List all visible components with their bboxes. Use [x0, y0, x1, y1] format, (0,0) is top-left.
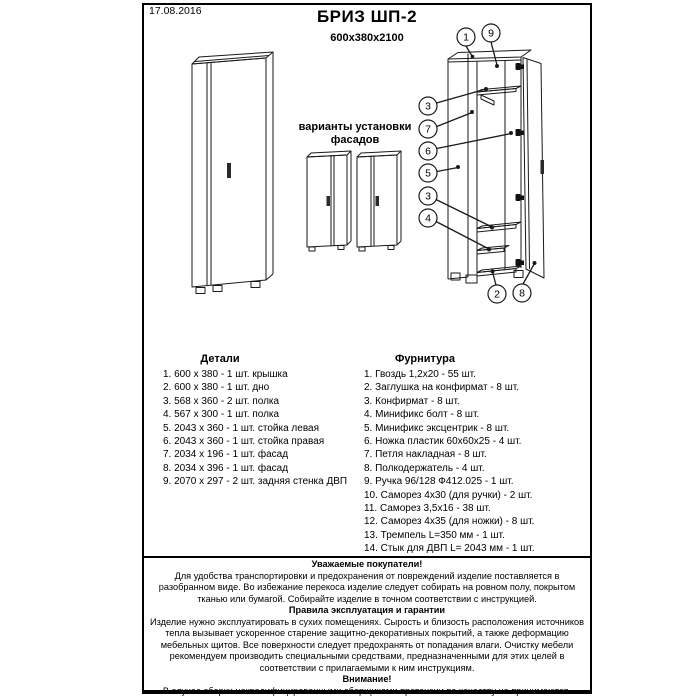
callout-8	[513, 284, 531, 302]
foot	[514, 271, 523, 278]
list-item: 4. 567 х 300 - 1 шт. полка	[163, 409, 280, 421]
list-item: 4. Минификс болт - 8 шт.	[364, 409, 480, 421]
callout-9	[482, 24, 500, 42]
exploded-diagram	[448, 50, 544, 283]
callout-3	[419, 97, 437, 115]
list-item: 9. Ручка 96/128 Ф412.025 - 1 шт.	[364, 476, 514, 488]
list-item: 1. 600 х 380 - 1 шт. крышка	[163, 369, 288, 380]
product-dimensions: 600x380x2100	[330, 32, 404, 44]
rules-heading: Правила эксплуатация и гарантии	[288, 605, 446, 615]
svg-text:5: 5	[425, 167, 431, 180]
foot	[388, 246, 394, 250]
svg-text:3: 3	[425, 100, 431, 113]
list-item: 7. 2034 х 196 - 1 шт. фасад	[163, 449, 289, 461]
svg-text:4: 4	[425, 212, 431, 225]
svg-text:2: 2	[494, 288, 500, 301]
facade-variants-label: варианты установки фасадов	[298, 121, 412, 146]
svg-text:3: 3	[425, 190, 431, 203]
callout-2	[488, 285, 506, 303]
doc-date: 17.08.2016	[149, 5, 202, 17]
list-item: 7. Петля накладная - 8 шт.	[364, 449, 487, 461]
callout-7	[419, 120, 437, 138]
wardrobe-front-drawing	[192, 52, 273, 294]
list-item: 12. Саморез 4х35 (для ножки) - 8 шт.	[364, 516, 535, 528]
foot	[213, 286, 222, 292]
details-heading: Детали	[200, 353, 240, 365]
door-handle	[227, 163, 231, 178]
callout-3b	[419, 187, 437, 205]
foot	[196, 288, 205, 294]
svg-text:9: 9	[488, 27, 494, 40]
svg-text:1: 1	[463, 31, 469, 44]
hinge-icons	[516, 63, 525, 266]
callout-1	[457, 28, 475, 46]
callout-6	[419, 142, 437, 160]
list-item: 9. 2070 х 297 - 2 шт. задняя стенка ДВП	[163, 476, 348, 488]
list-item: 2. Заглушка на конфирмат - 8 шт.	[364, 382, 520, 394]
callout-4	[419, 209, 437, 227]
facade-variant-left	[307, 151, 351, 251]
facade-variant-right	[357, 151, 401, 251]
hanger-rail	[481, 95, 494, 105]
details-list	[163, 368, 347, 489]
list-item: 11. Саморез 3,5х16 - 38 шт.	[364, 503, 491, 515]
svg-text:6: 6	[425, 145, 431, 158]
door-handle	[327, 196, 331, 206]
list-item: 6. Ножка пластик 60х60х25 - 4 шт.	[364, 436, 522, 448]
customers-text: Для удобства транспортировки и предохранения от повреждений изделие поставляется в разобранном виде. Во избежание перекоса изделие следует собирать на ровном полу, покрытом тканью или бумагой. Собирайте изделие в точном соответствии с инструкцией.	[158, 570, 576, 604]
list-item: 6. 2043 х 360 - 1 шт. стойка правая	[163, 436, 325, 448]
list-item: 3. Конфирмат - 8 шт.	[364, 395, 460, 407]
list-item: 1. Гвоздь 1,2х20 - 55 шт.	[364, 369, 476, 380]
list-item: 14. Стык для ДВП L= 2043 мм - 1 шт.	[364, 543, 535, 555]
attention-heading: Внимание!	[342, 674, 392, 684]
foot	[251, 282, 260, 288]
notes-section	[147, 559, 587, 697]
foot	[359, 247, 365, 251]
section-divider	[144, 556, 590, 558]
list-item: 5. 2043 х 360 - 1 шт. стойка левая	[163, 422, 320, 434]
list-item: 8. 2034 х 396 - 1 шт. фасад	[163, 462, 289, 474]
list-item: 2. 600 х 380 - 1 шт. дно	[163, 382, 270, 394]
foot	[338, 246, 344, 250]
list-item: 5. Минификс эксцентрик - 8 шт.	[364, 422, 510, 434]
callout-5	[419, 164, 437, 182]
list-item: 13. Тремпель L=350 мм - 1 шт.	[364, 529, 505, 541]
hardware-list	[364, 368, 535, 556]
attention-text: В случае сборки неквалифицированными сборщиками претензии по качеству не принимаются.	[162, 685, 572, 696]
page-title: БРИЗ ШП-2	[316, 7, 418, 26]
door-handle	[541, 160, 545, 174]
list-item: 10. Саморез 4х30 (для ручки) - 2 шт.	[364, 489, 533, 501]
door-handle	[376, 196, 380, 206]
list-item: 3. 568 х 360 - 2 шт. полка	[163, 395, 280, 407]
svg-text:7: 7	[425, 123, 431, 136]
svg-text:8: 8	[519, 287, 525, 300]
rules-text: Изделие нужно эксплуатировать в сухих помещениях. Сырость и близость расположения источников тепла вызывает ускоренное старение защитно-декоративных покрытий, а также деформацию мебельных щитов. Все поверхности следует предохранять от попадания влаги. Очистку мебели рекомендуем производить специальными средствами, предназначенными для этих целей в соответствии с прилагаемыми к ним инструкциям.	[150, 616, 584, 673]
list-item: 8. Полкодержатель - 4 шт.	[364, 462, 485, 474]
foot	[309, 247, 315, 251]
callout-numbers	[419, 24, 531, 303]
hardware-heading: Фурнитура	[395, 353, 455, 365]
customers-heading: Уважаемые покупатели!	[311, 559, 423, 569]
